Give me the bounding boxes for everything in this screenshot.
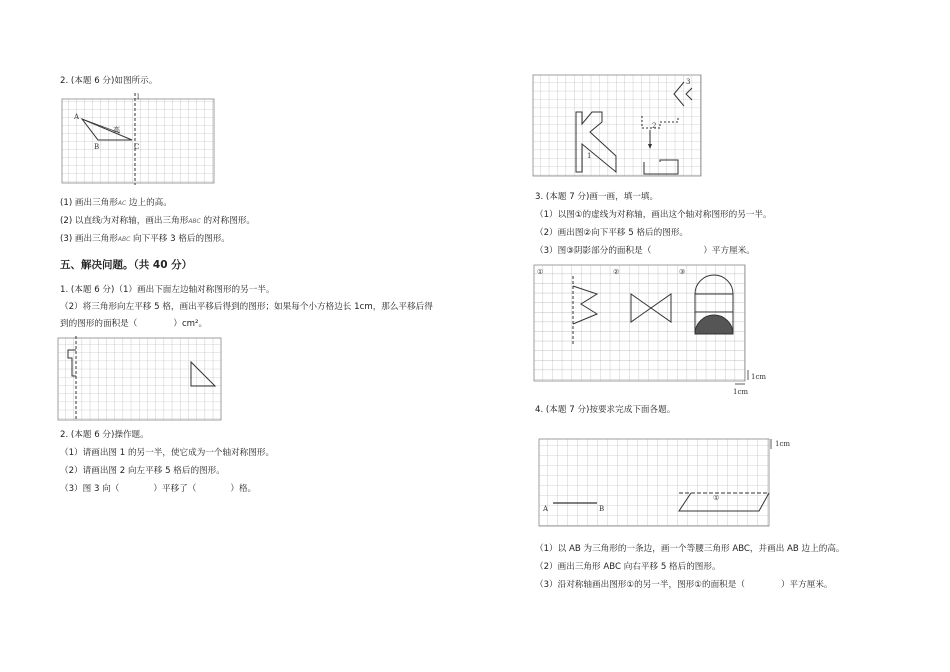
section-title: 五、解决问题。（共 40 分）	[60, 259, 193, 271]
q3-figure-grid	[533, 264, 773, 400]
q4-shape-label: ①	[713, 494, 720, 502]
q3-label-3: ③	[679, 268, 686, 276]
q4-unit: 1cm	[775, 440, 791, 448]
label-b: B	[94, 143, 100, 151]
q4-item-1: （1）以 AB 为三角形的一条边，画一个等腰三角形 ABC，并画出 AB 边上的高。	[535, 544, 845, 554]
q3-unit-horizontal: 1cm	[733, 388, 749, 396]
label-height-mark: 高	[113, 126, 120, 134]
p2-item-1: （1）请画出图 1 的另一半，使它成为一个轴对称图形。	[60, 448, 275, 458]
q3-item-2: （2）画出图②向下平移 5 格后的图形。	[535, 228, 689, 238]
q2-title: 2. (本题 6 分)如图所示。	[60, 76, 158, 86]
q4-label-b: B	[599, 505, 605, 513]
label-c: C	[134, 143, 140, 151]
q2-item-2: (2) 以直线l为对称轴，画出三角形ABC 的对称图形。	[60, 216, 256, 226]
p1-line-2: （2）将三角形向左平移 5 格，画出平移后得到的图形；如果每个小方格边长 1cm，那么平移后得	[60, 302, 433, 312]
q4-item-3: （3）沿对称轴画出图形①的另一半，图形①的面积是（ ）平方厘米。	[535, 580, 833, 590]
shape-3-label: 3	[686, 78, 691, 86]
q4-item-2: （2）画出三角形 ABC 向右平移 5 格后的图形。	[535, 562, 721, 572]
p1-figure-grid	[57, 336, 223, 421]
q4-title: 4. (本题 7 分)按要求完成下面各题。	[535, 405, 676, 415]
label-a: A	[74, 113, 80, 121]
p2-title: 2. (本题 6 分)操作题。	[60, 430, 149, 440]
shape-1-label: 1	[587, 152, 592, 160]
q2-item-3: (3) 画出三角形ABC 向下平移 3 格后的图形。	[60, 234, 230, 244]
q2-item-1: (1) 画出三角形AC 边上的高。	[60, 198, 172, 208]
label-l: l	[137, 93, 140, 101]
p1-line-3: 到的图形的面积是（ ）cm²。	[60, 319, 208, 329]
q4-label-a: A	[543, 505, 549, 513]
q3-label-1: ①	[537, 268, 544, 276]
p1-line-1: 1. (本题 6 分)（1）画出下面左边轴对称图形的另一半。	[60, 285, 275, 295]
top-right-figure-grid	[532, 74, 704, 180]
q2-figure-grid	[60, 93, 216, 186]
shape-2-label: 2	[652, 122, 657, 130]
q3-title: 3. (本题 7 分)画一画，填一填。	[535, 192, 659, 202]
q4-figure-grid	[537, 435, 797, 529]
p2-item-3: （3）图 3 向（ ）平移了（ ）格。	[60, 484, 257, 494]
q3-unit-vertical: 1cm	[751, 373, 767, 381]
q3-item-3: （3）图③阴影部分的面积是（ ）平方厘米。	[535, 246, 755, 256]
q3-label-2: ②	[613, 268, 620, 276]
p2-item-2: （2）请画出图 2 向左平移 5 格后的图形。	[60, 466, 225, 476]
q3-item-1: （1）以图①的虚线为对称轴，画出这个轴对称图形的另一半。	[535, 210, 772, 220]
